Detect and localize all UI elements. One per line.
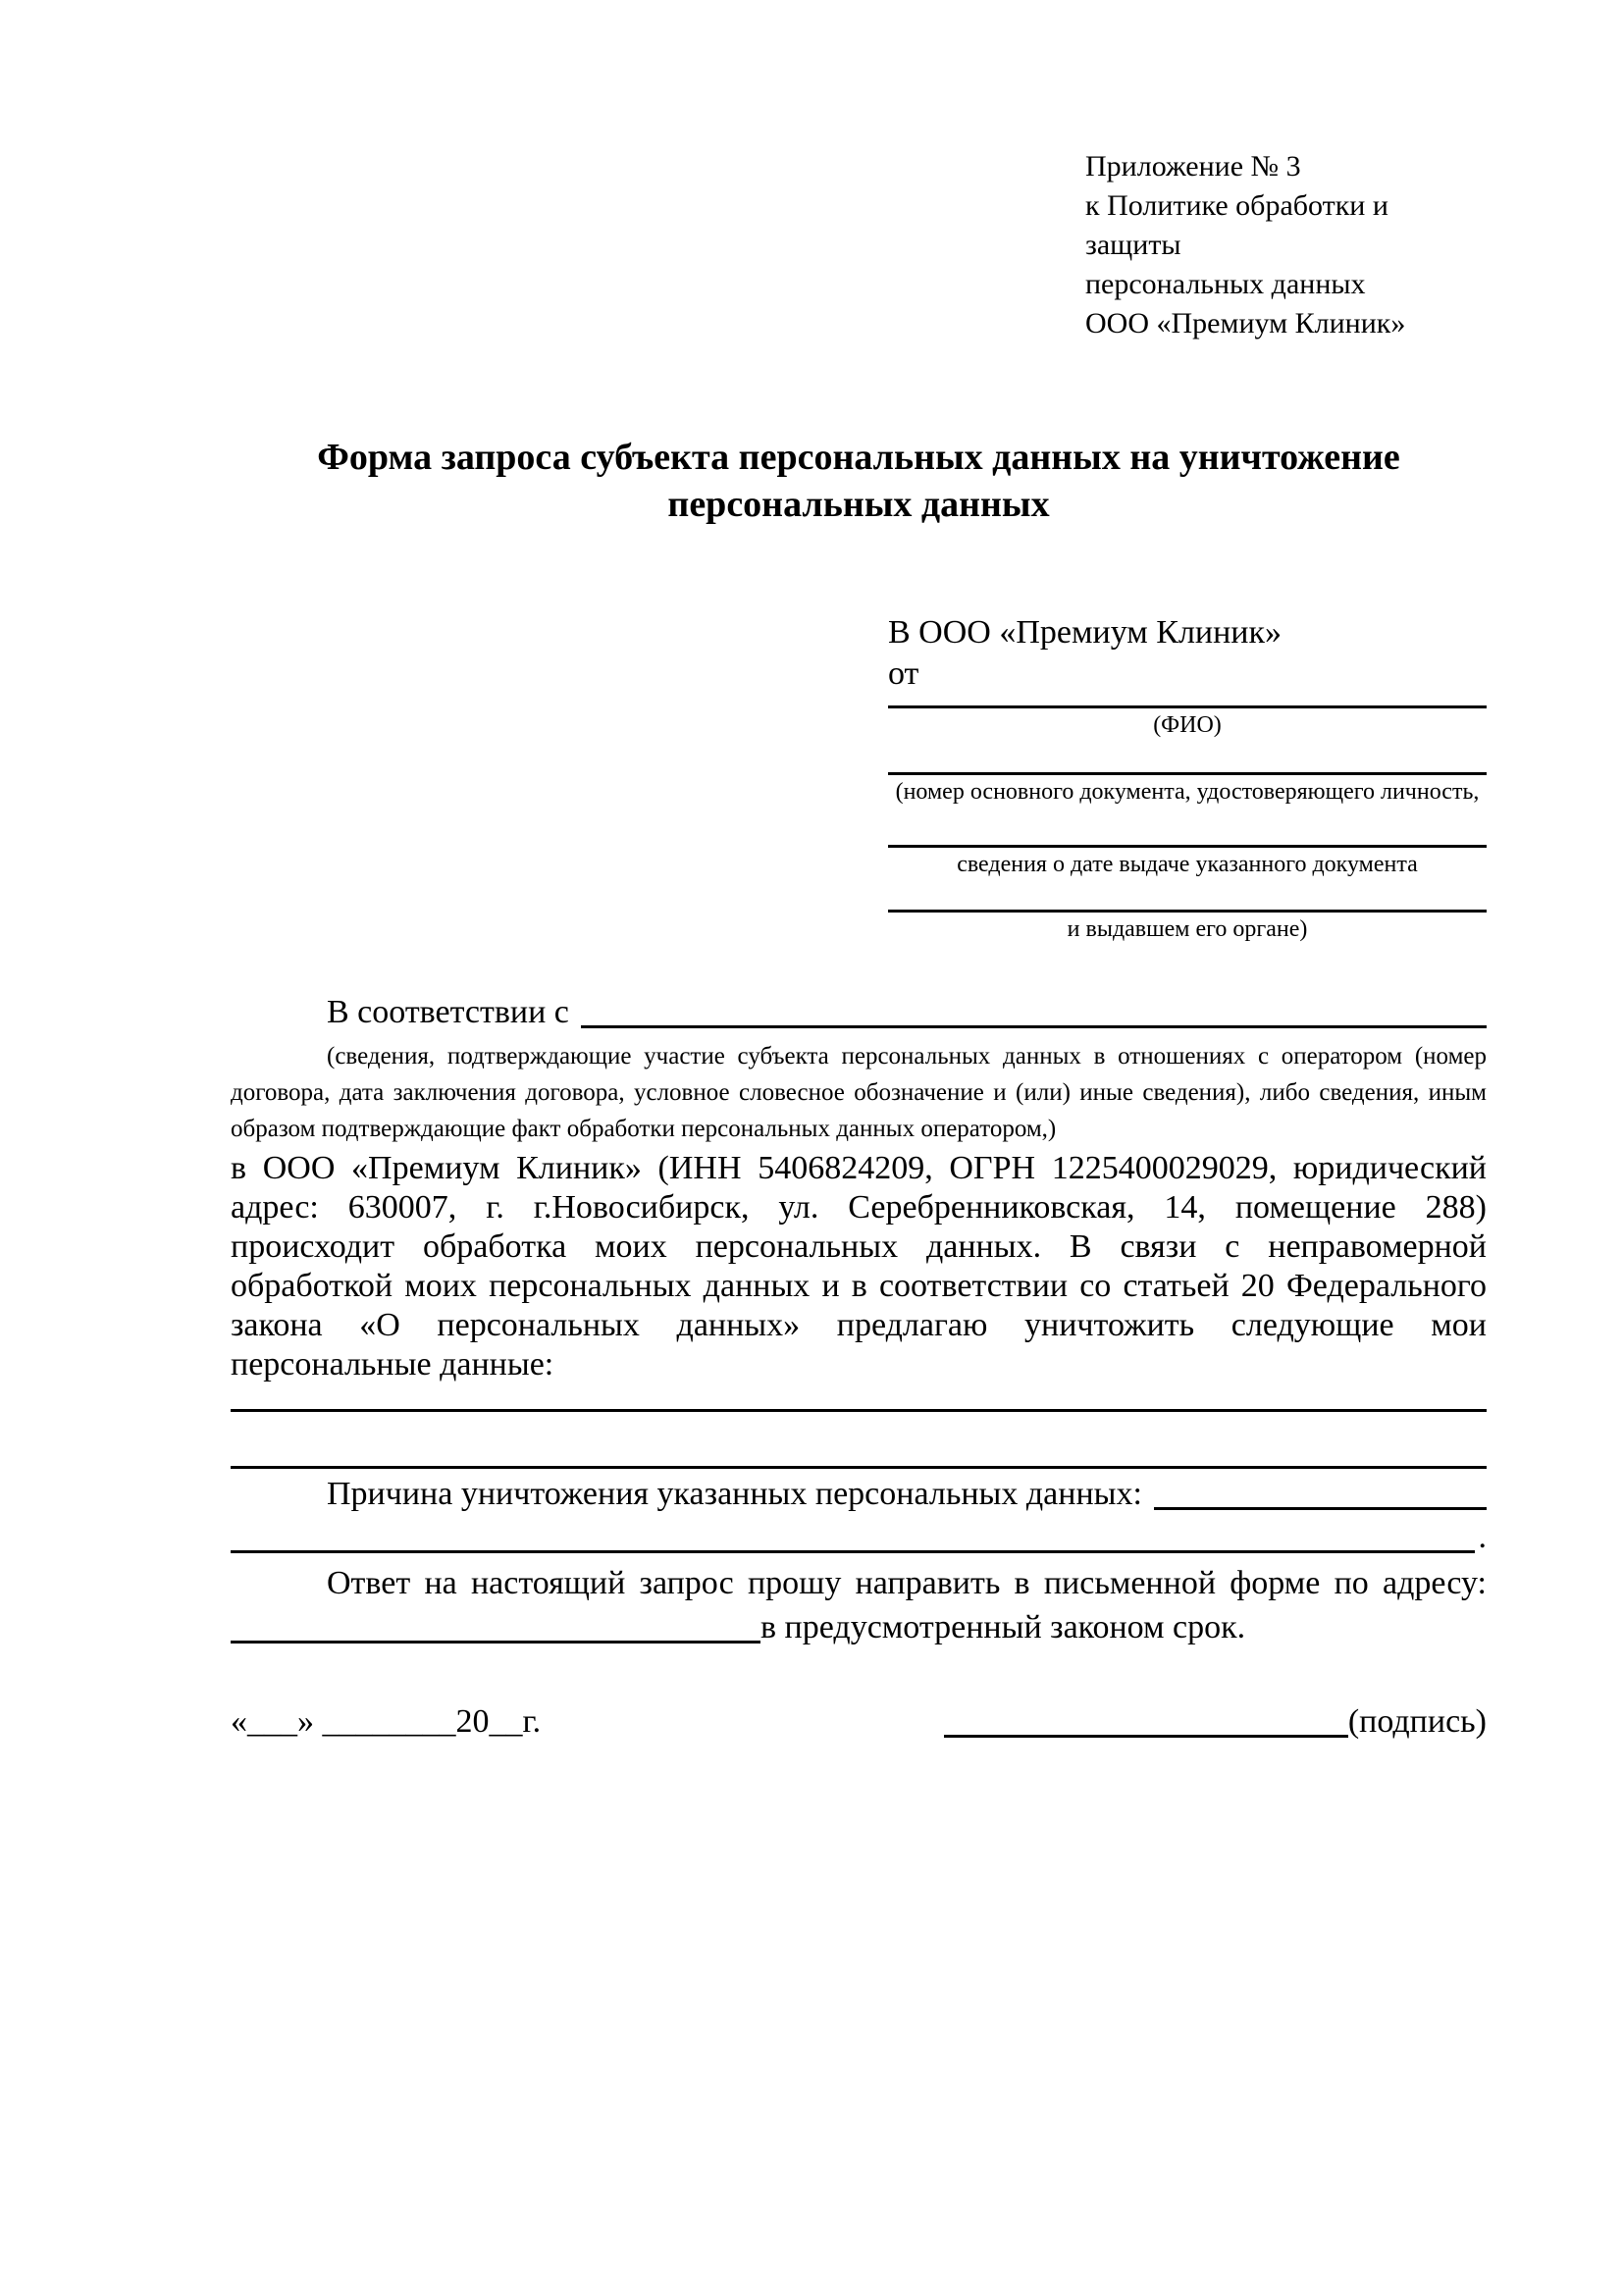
addressee-block <box>888 612 1487 944</box>
sentence-period: . <box>1478 1519 1487 1555</box>
identity-doc-caption-2: сведения о дате выдаче указанного документа <box>957 852 1418 877</box>
accordance-fill-line <box>581 1025 1487 1028</box>
reason-label: Причина уничтожения указанных персональных данных: <box>327 1476 1142 1512</box>
response-request-line: Ответ на настоящий запрос прошу направить в письменной форме по адресу: <box>327 1565 1487 1601</box>
personal-data-fill-line-2 <box>231 1412 1487 1469</box>
fio-caption: (ФИО) <box>1153 712 1222 738</box>
appendix-header <box>1085 147 1487 343</box>
address-fill-line <box>231 1641 760 1644</box>
footer-row <box>231 1700 1487 1744</box>
addressee-from-label: от <box>888 655 919 692</box>
main-paragraph: в ООО «Премиум Клиник» (ИНН 5406824209, ОГРН 1225400029029, юридический адрес: 630007, г. г.Новосибирск, ул. Серебренниковская, 14, помещение 288) происходит обработка моих персональных данных. В связи с неправомерной обработкой моих персональных данных и в соответствии со статьей 20 Федерального закона «О персональных данных» предлагаю уничтожить следующие мои персональные данные: <box>231 1150 1487 1383</box>
appendix-header-line: ООО «Премиум Клиник» <box>1085 307 1406 339</box>
appendix-header-line: к Политике обработки и защиты <box>1085 189 1388 261</box>
document-title: Форма запроса субъекта персональных данных на уничтожение персональных данных <box>317 437 1400 525</box>
identity-doc-fill-line-2 <box>888 807 1487 848</box>
addressee-to-line: В ООО «Премиум Клиник» <box>888 614 1283 651</box>
response-tail: в предусмотренный законом срок. <box>760 1609 1246 1645</box>
accordance-lead: В соответствии с <box>327 994 569 1030</box>
fio-fill-line <box>888 695 1487 708</box>
appendix-header-line: персональных данных <box>1085 268 1366 300</box>
accordance-note: (сведения, подтверждающие участие субъекта персональных данных в отношениях с оператором (номер договора, дата заключения договора, условное словесное обозначение и (или) иные сведения), либо сведения, иным образом подтверждающие факт обработки персональных данных оператором,) <box>231 1043 1487 1142</box>
appendix-header-line: Приложение № 3 <box>1085 150 1301 183</box>
reason-continuation-row <box>231 1516 1487 1559</box>
signature-caption: (подпись) <box>1347 1703 1487 1740</box>
date-blank-line: «___» ________20__г. <box>231 1703 542 1740</box>
reason-fill-line-2 <box>231 1550 1475 1553</box>
identity-doc-fill-line-1 <box>888 740 1487 775</box>
signature-fill-line <box>944 1735 1348 1738</box>
reason-fill-line <box>1154 1507 1487 1510</box>
accordance-row <box>231 991 1487 1034</box>
identity-doc-caption-1: (номер основного документа, удостоверяющего личность, <box>895 779 1480 805</box>
identity-doc-caption-3: и выдавшем его органе) <box>1067 916 1308 942</box>
response-address-row <box>231 1606 1487 1649</box>
signature-area <box>944 1700 1487 1744</box>
reason-row <box>231 1473 1487 1516</box>
personal-data-fill-line-1 <box>231 1384 1487 1412</box>
identity-doc-fill-line-3 <box>888 879 1487 913</box>
